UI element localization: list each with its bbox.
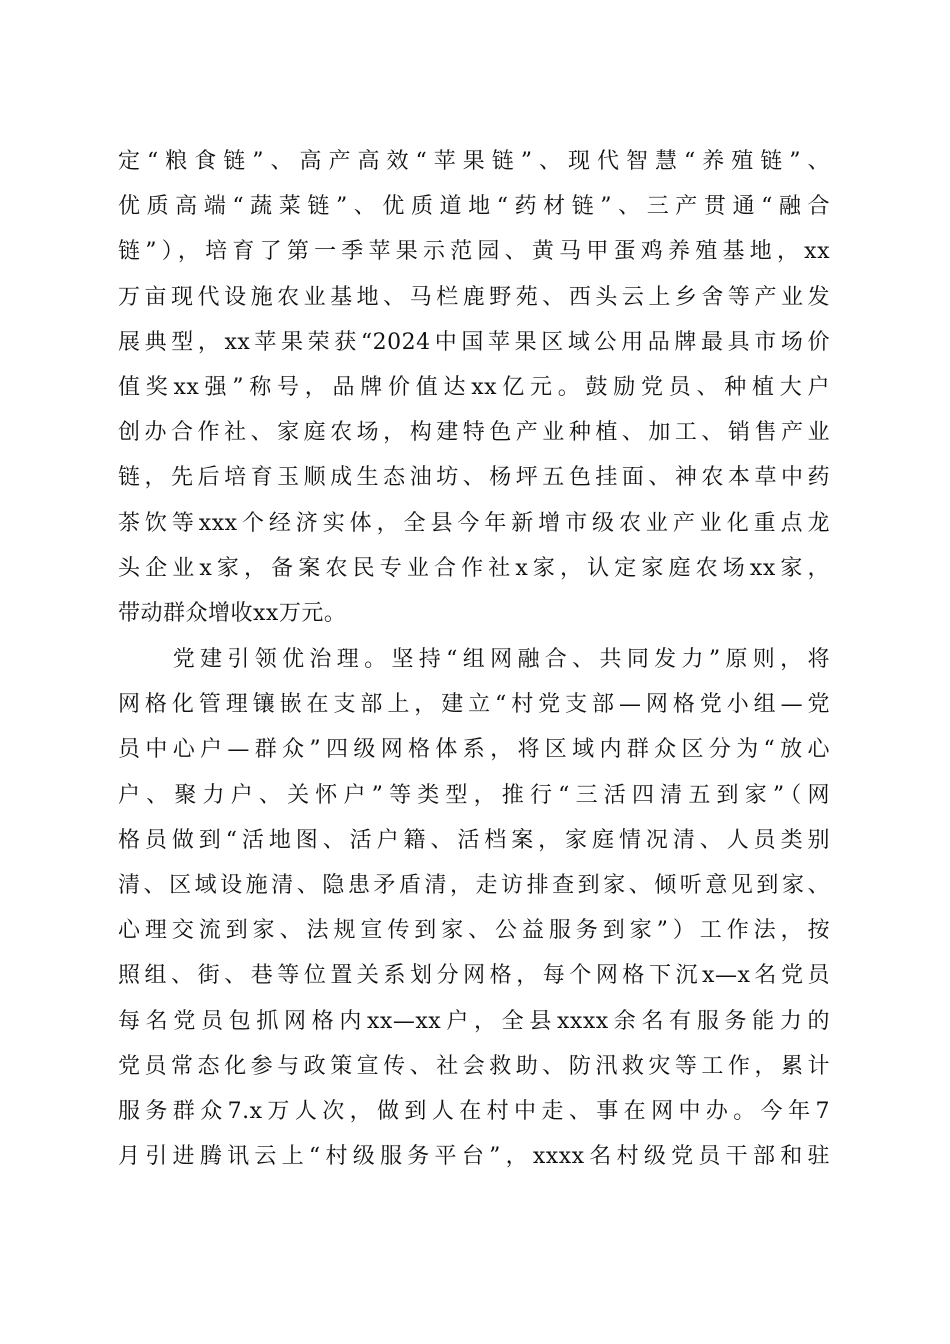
text-line: 创办合作社、家庭农场，构建特色产业种植、加工、销售产业: [118, 420, 830, 446]
text-line: 展典型，xx苹果荣获“2024中国苹果区域公用品牌最具市场价: [118, 329, 830, 355]
text-line: 茶饮等xxx个经济实体，全县今年新增市级农业产业化重点龙: [118, 510, 830, 536]
text-line: 服务群众7.x万人次，做到人在村中走、事在网中办。今年7: [118, 1098, 830, 1124]
text-line: 万亩现代设施农业基地、马栏鹿野苑、西头云上乡舍等产业发: [118, 284, 830, 310]
text-line: 党员常态化参与政策宣传、社会救助、防汛救灾等工作，累计: [118, 1053, 830, 1079]
text-line: 格员做到“活地图、活户籍、活档案，家庭情况清、人员类别: [118, 827, 830, 853]
text-line: 链”），培育了第一季苹果示范园、黄马甲蛋鸡养殖基地，xx: [118, 239, 830, 265]
text-line: 每名党员包抓网格内xx—xx户，全县xxxx余名有服务能力的: [118, 1008, 830, 1034]
text-line: 网格化管理镶嵌在支部上，建立“村党支部—网格党小组—党: [118, 692, 830, 718]
text-line: 户、聚力户、关怀户”等类型，推行“三活四清五到家”（网: [118, 782, 830, 808]
text-line: 带动群众增收xx万元。: [118, 600, 347, 626]
text-line: 值奖xx强”称号，品牌价值达xx亿元。鼓励党员、种植大户: [118, 374, 830, 400]
text-line: 照组、街、巷等位置关系划分网格，每个网格下沉x—x名党员: [118, 963, 830, 989]
paragraph-industry-chains: [118, 139, 830, 636]
text-line: 链，先后培育玉顺成生态油坊、杨坪五色挂面、神农本草中药: [118, 465, 830, 491]
text-line: 月引进腾讯云上“村级服务平台”，xxxx名村级党员干部和驻: [118, 1144, 830, 1170]
text-line: 党建引领优治理。坚持“组网融合、共同发力”原则，将: [118, 647, 830, 672]
text-line: 优质高端“蔬菜链”、优质道地“药材链”、三产贯通“融合: [118, 194, 830, 220]
text-line: 员中心户—群众”四级网格体系，将区域内群众区分为“放心: [118, 737, 830, 763]
text-line: 头企业x家，备案农民专业合作社x家，认定家庭农场xx家，: [118, 555, 830, 581]
paragraph-party-governance: [118, 637, 830, 1179]
text-line: 定“粮食链”、高产高效“苹果链”、现代智慧“养殖链”、: [118, 149, 830, 174]
text-line: 清、区域设施清、隐患矛盾清，走访排查到家、倾听意见到家、: [118, 872, 830, 898]
text-line: 心理交流到家、法规宣传到家、公益服务到家”）工作法，按: [118, 918, 830, 944]
